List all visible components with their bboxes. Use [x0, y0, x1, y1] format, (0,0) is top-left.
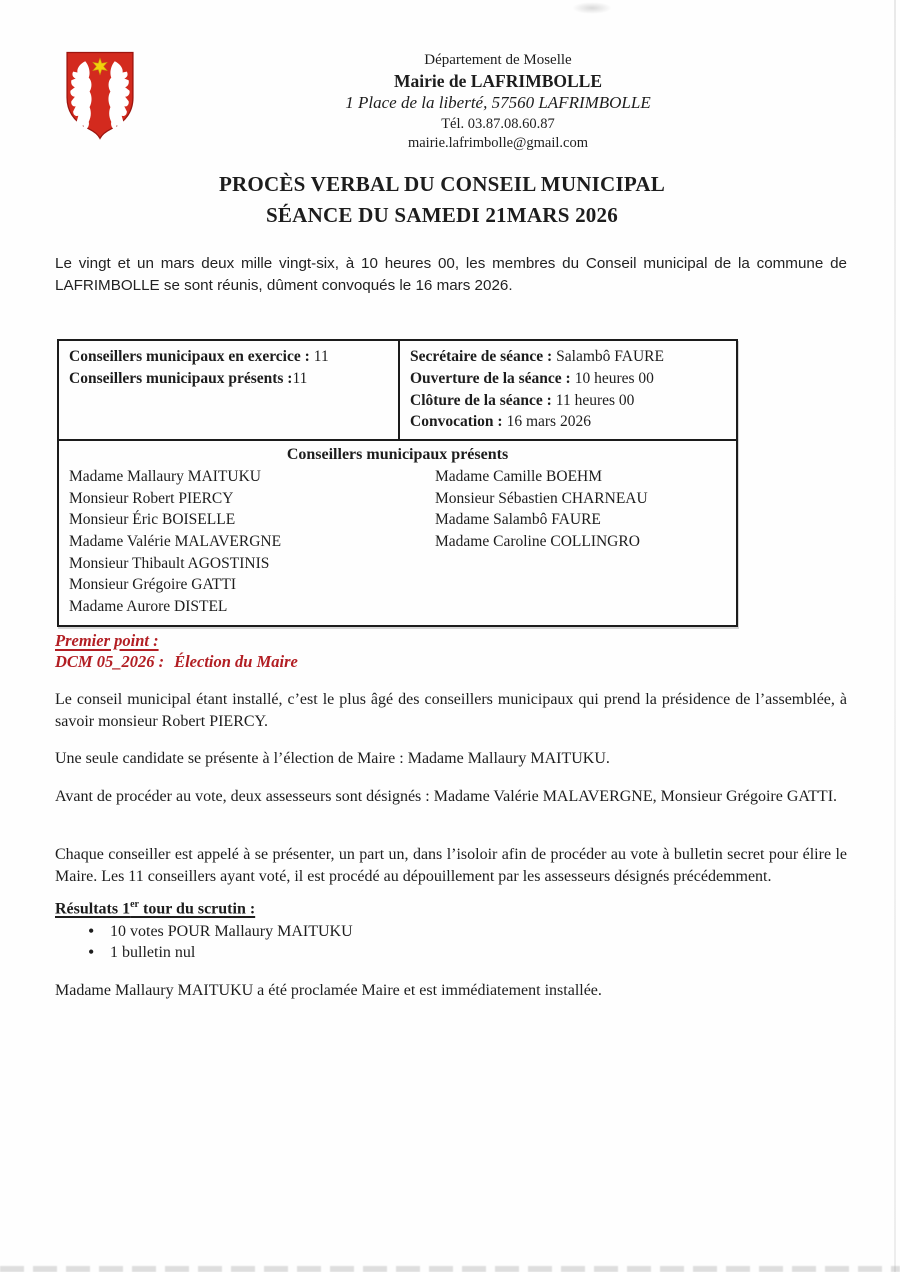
member-name: Monsieur Thibault AGOSTINIS — [69, 554, 270, 572]
agenda-point-heading — [55, 631, 298, 672]
closing-paragraph: Madame Mallaury MAITUKU a été proclamée Maire et est immédiatement installée. — [55, 982, 602, 999]
point-label: Premier point : — [55, 631, 159, 650]
member-name: Monsieur Éric BOISELLE — [69, 511, 236, 529]
result-item: • 1 bulletin nul — [88, 942, 353, 963]
results-heading — [55, 899, 255, 918]
member-name: Madame Camille BOEHM — [435, 468, 603, 486]
member-name: Monsieur Grégoire GATTI — [69, 576, 237, 594]
member-name: Monsieur Robert PIERCY — [69, 489, 234, 507]
field-label: Convocation : — [410, 413, 503, 431]
field-label: Secrétaire de séance : — [410, 348, 553, 365]
field-label: Conseillers municipaux en exercice : — [69, 348, 310, 365]
table-line — [69, 346, 388, 368]
dcm-reference: DCM 05_2026 : — [55, 652, 165, 671]
member-name: Madame Aurore DISTEL — [69, 597, 228, 615]
field-label: Conseillers municipaux présents : — [69, 369, 293, 387]
table-line — [69, 368, 388, 390]
title-line-1: PROCÈS VERBAL DU CONSEIL MUNICIPAL — [218, 172, 666, 196]
result-item: • 10 votes POUR Mallaury MAITUKU — [88, 921, 353, 942]
table-line — [410, 346, 726, 368]
body-paragraph: Avant de procéder au vote, deux assesseurs sont désignés : Madame Valérie MALAVERGNE, Monsieur Grégoire GATTI. — [55, 788, 838, 805]
results-heading-text: tour du scrutin : — [139, 900, 256, 918]
field-value: 10 heures 00 — [574, 369, 654, 387]
intro-paragraph: Le vingt et un mars deux mille vingt-six, à 10 heures 00, les membres du Conseil municipal de la commune de LAFRIMBOLLE se sont réunis, dûment convoqués le 16 mars 2026. — [55, 255, 847, 294]
table-line — [410, 390, 726, 412]
scan-smudge-artifact — [572, 2, 612, 14]
member-name: Madame Salambô FAURE — [435, 511, 601, 529]
members-present-row — [59, 441, 736, 625]
body-paragraph: Une seule candidate se présente à l’élection de Maire : Madame Mallaury MAITUKU. — [55, 750, 610, 767]
member-name: Madame Mallaury MAITUKU — [69, 468, 261, 486]
scan-bottom-dashes-artifact — [0, 1266, 900, 1272]
email-line: mairie.lafrimbolle@gmail.com — [407, 135, 589, 151]
department-line: Département de Moselle — [424, 52, 572, 68]
dcm-title: Élection du Maire — [174, 652, 298, 671]
phone-line: Tél. 03.87.08.60.87 — [441, 116, 555, 132]
members-column-left — [59, 466, 433, 617]
members-column-right — [433, 466, 736, 617]
title-line-2: SÉANCE DU SAMEDI 21MARS 2026 — [265, 203, 619, 227]
field-value: 16 mars 2026 — [506, 413, 591, 431]
member-name: Madame Valérie MALAVERGNE — [69, 532, 282, 550]
mairie-line: Mairie de LAFRIMBOLLE — [393, 71, 603, 91]
results-heading-text: Résultats 1 — [55, 900, 131, 918]
session-details-cell — [400, 341, 736, 439]
body-paragraph: Le conseil municipal étant installé, c’est le plus âgé des conseillers municipaux qui prend la présidence de l’assemblée, à savoir monsieur Robert PIERCY. — [55, 691, 847, 730]
session-info-table — [57, 339, 738, 627]
scan-edge-artifact — [894, 0, 896, 1272]
table-line — [410, 368, 726, 390]
field-label: Clôture de la séance : — [410, 391, 552, 409]
members-header: Conseillers municipaux présents — [286, 446, 509, 464]
members-columns — [59, 466, 736, 617]
field-value: Salambô FAURE — [556, 348, 664, 365]
document-title — [9, 169, 875, 231]
results-list — [88, 921, 353, 963]
field-value: 11 — [292, 369, 308, 387]
member-name: Monsieur Sébastien CHARNEAU — [435, 489, 648, 507]
dcm-line — [55, 652, 298, 672]
session-info-row — [59, 341, 736, 441]
field-value: 11 — [313, 348, 329, 365]
member-name: Madame Caroline COLLINGRO — [435, 532, 640, 550]
table-line — [410, 411, 726, 433]
field-label: Ouverture de la séance : — [410, 369, 571, 387]
field-value: 11 heures 00 — [555, 391, 635, 409]
letterhead — [96, 51, 900, 153]
body-paragraph: Chaque conseiller est appelé à se présenter, un part un, dans l’isoloir afin de procéder au vote à bulletin secret pour élire le Maire. Les 11 conseillers ayant voté, il est procédé au dépouillement par les assesseurs désignés précédemment. — [55, 846, 847, 885]
ordinal-superscript: er — [130, 899, 139, 910]
address-line: 1 Place de la liberté, 57560 LAFRIMBOLLE — [345, 93, 651, 112]
councillors-count-cell — [59, 341, 400, 439]
